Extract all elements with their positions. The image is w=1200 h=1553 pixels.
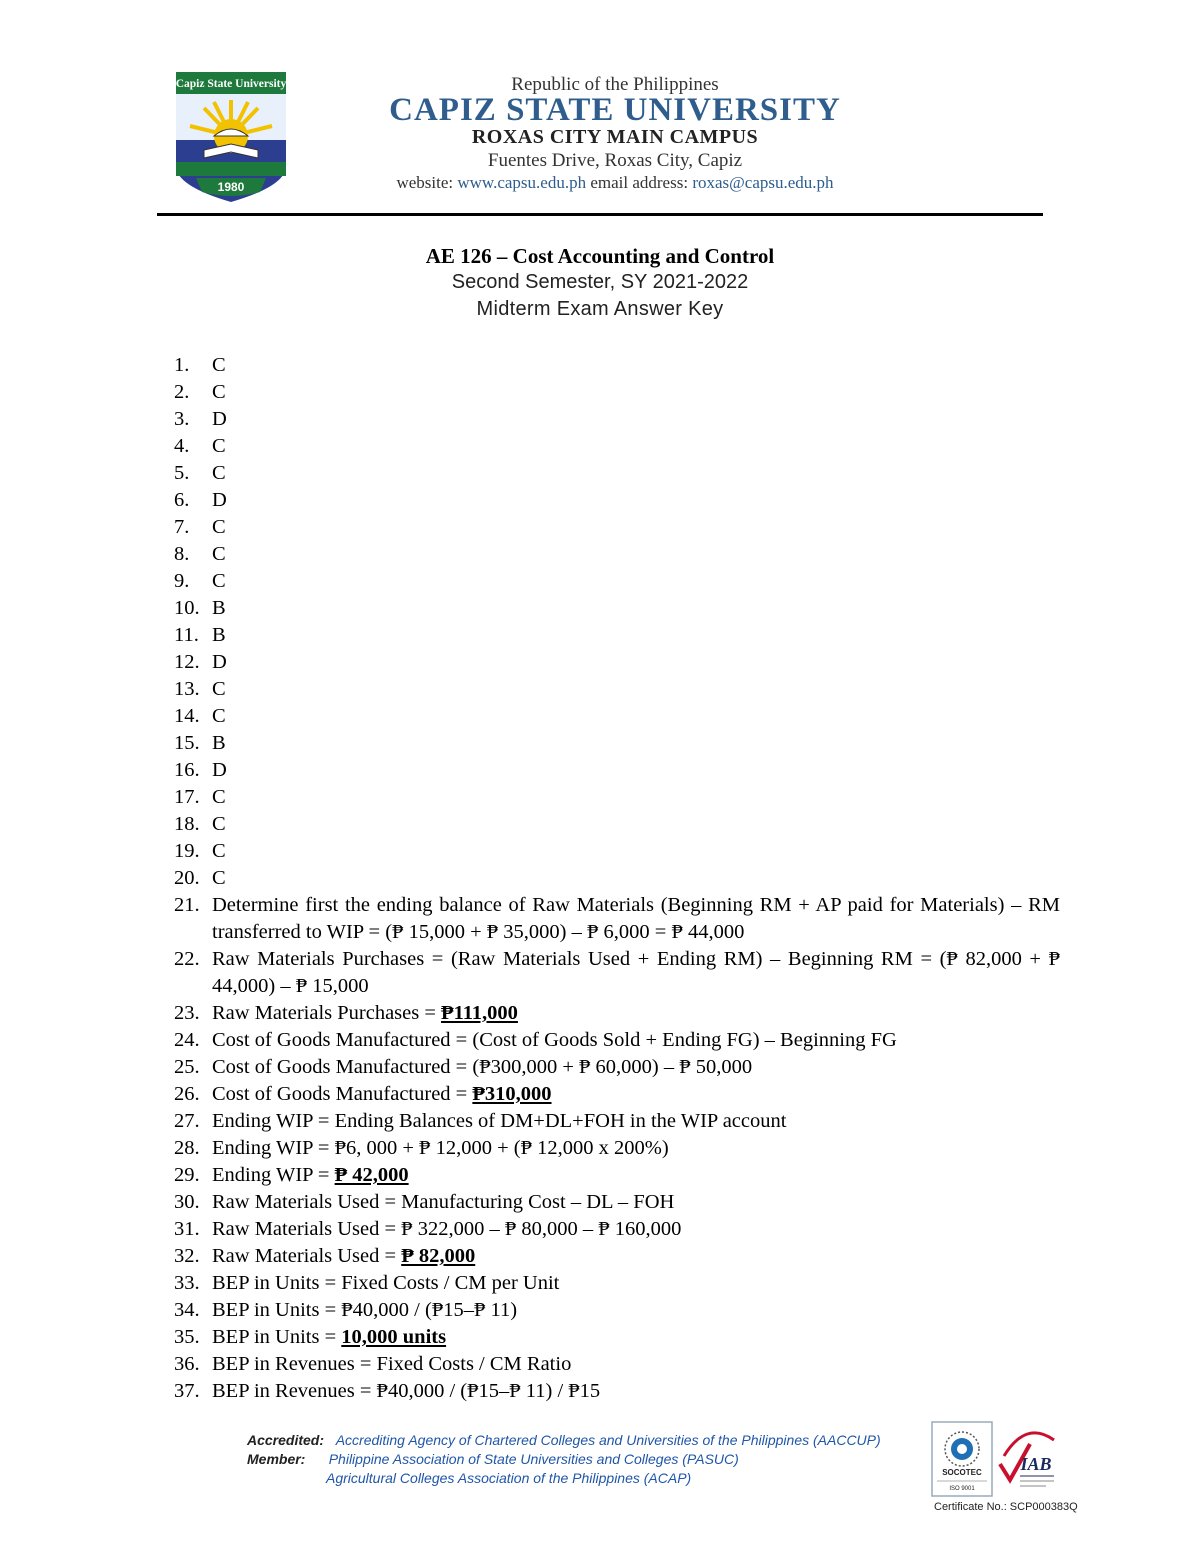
answer-text: Raw Materials Purchases = (Raw Materials Used + Ending RM) – Beginning RM = (₱ 82,000 + ₱ 44,000) – ₱ 15,000 bbox=[212, 948, 1060, 997]
answer-item bbox=[174, 1351, 1060, 1378]
answer-item bbox=[174, 892, 1060, 946]
answer-item bbox=[174, 730, 1060, 757]
answer-text: BEP in Units = ₱40,000 / (₱15–₱ 11) bbox=[212, 1299, 518, 1321]
answer-text-block bbox=[212, 433, 1060, 460]
final-answer: 10,000 units bbox=[341, 1326, 447, 1348]
final-answer: ₱ 42,000 bbox=[334, 1164, 409, 1186]
answer-item bbox=[174, 1297, 1060, 1324]
answer-text-block bbox=[212, 1297, 1060, 1324]
answer-number: 17. bbox=[174, 786, 200, 808]
answer-text-block bbox=[212, 1324, 1060, 1351]
answer-item bbox=[174, 352, 1060, 379]
answer-item bbox=[174, 811, 1060, 838]
answer-text: C bbox=[212, 462, 226, 484]
answer-item bbox=[174, 757, 1060, 784]
member-label: Member: bbox=[247, 1451, 306, 1467]
answer-number: 4. bbox=[174, 435, 190, 457]
answer-text: C bbox=[212, 516, 226, 538]
answer-item bbox=[174, 649, 1060, 676]
website-label: website: bbox=[396, 173, 454, 192]
answer-number: 10. bbox=[174, 597, 200, 619]
answer-text-block bbox=[212, 1270, 1060, 1297]
socotec-certification-badge bbox=[931, 1421, 993, 1497]
answer-text: BEP in Units = Fixed Costs / CM per Unit bbox=[212, 1272, 560, 1294]
footer-accredited bbox=[247, 1432, 881, 1448]
answer-item bbox=[174, 784, 1060, 811]
accredited-agency: Accrediting Agency of Chartered Colleges and Universities of the Philippines (AACCUP) bbox=[335, 1432, 881, 1448]
answer-number: 23. bbox=[174, 1002, 200, 1024]
answer-number: 1. bbox=[174, 354, 190, 376]
answer-item bbox=[174, 514, 1060, 541]
logo-lettering: Capiz State University bbox=[175, 78, 287, 90]
answer-item bbox=[174, 379, 1060, 406]
answer-number: 19. bbox=[174, 840, 200, 862]
university-name: CAPIZ STATE UNIVERSITY bbox=[389, 92, 841, 128]
answer-number: 13. bbox=[174, 678, 200, 700]
answer-number: 27. bbox=[174, 1110, 200, 1132]
semester-line: Second Semester, SY 2021-2022 bbox=[451, 271, 749, 293]
answer-text: B bbox=[212, 624, 226, 646]
member-acap: Agricultural Colleges Association of the Philippines (ACAP) bbox=[326, 1470, 692, 1486]
answer-text: BEP in Revenues = Fixed Costs / CM Ratio bbox=[212, 1353, 572, 1375]
answer-number: 30. bbox=[174, 1191, 200, 1213]
answer-text-block bbox=[212, 892, 1060, 946]
email-label: email address: bbox=[590, 173, 689, 192]
answer-text-block bbox=[212, 1000, 1060, 1027]
answer-item bbox=[174, 568, 1060, 595]
answer-number: 16. bbox=[174, 759, 200, 781]
answer-text-block bbox=[212, 946, 1060, 1000]
answer-text-block bbox=[212, 568, 1060, 595]
answer-text: Cost of Goods Manufactured = bbox=[212, 1083, 473, 1105]
answer-number: 29. bbox=[174, 1164, 200, 1186]
answer-text: Determine first the ending balance of Raw Materials (Beginning RM + AP paid for Materials) – RM transferred to WIP = (₱ 15,000 + ₱ 35,000) – ₱ 6,000 = ₱ 44,000 bbox=[212, 894, 1060, 943]
campus-address: Fuentes Drive, Roxas City, Capiz bbox=[487, 150, 743, 171]
answer-number: 14. bbox=[174, 705, 200, 727]
answer-text-block bbox=[212, 1162, 1060, 1189]
answer-text-block bbox=[212, 757, 1060, 784]
answer-text: C bbox=[212, 543, 226, 565]
answer-text-block bbox=[212, 1054, 1060, 1081]
socotec-lettering: SOCOTEC bbox=[942, 1468, 982, 1477]
email-link[interactable]: roxas@capsu.edu.ph bbox=[692, 173, 834, 192]
answer-text-block bbox=[212, 622, 1060, 649]
answer-item bbox=[174, 1243, 1060, 1270]
answer-item bbox=[174, 595, 1060, 622]
answer-key-list bbox=[174, 352, 1060, 1405]
answer-text-block bbox=[212, 1378, 1060, 1405]
answer-text: B bbox=[212, 597, 226, 619]
answer-text-block bbox=[212, 1027, 1060, 1054]
final-answer: ₱111,000 bbox=[441, 1002, 518, 1024]
answer-item bbox=[174, 406, 1060, 433]
answer-number: 37. bbox=[174, 1380, 200, 1402]
answer-text-block bbox=[212, 649, 1060, 676]
answer-text: C bbox=[212, 867, 226, 889]
answer-text-block bbox=[212, 487, 1060, 514]
answer-item bbox=[174, 1189, 1060, 1216]
answer-item bbox=[174, 1270, 1060, 1297]
answer-text: C bbox=[212, 354, 226, 376]
answer-item bbox=[174, 946, 1060, 1000]
answer-item bbox=[174, 1000, 1060, 1027]
answer-text-block bbox=[212, 1216, 1060, 1243]
answer-number: 32. bbox=[174, 1245, 200, 1267]
answer-number: 20. bbox=[174, 867, 200, 889]
answer-number: 22. bbox=[174, 948, 200, 970]
answer-number: 5. bbox=[174, 462, 190, 484]
logo-year: 1980 bbox=[217, 180, 245, 194]
answer-text: D bbox=[212, 408, 227, 430]
answer-text: D bbox=[212, 489, 227, 511]
footer-member-acap bbox=[326, 1470, 691, 1486]
answer-number: 18. bbox=[174, 813, 200, 835]
answer-item bbox=[174, 1135, 1060, 1162]
answer-text: D bbox=[212, 651, 227, 673]
answer-item bbox=[174, 865, 1060, 892]
answer-number: 25. bbox=[174, 1056, 200, 1078]
answer-text: C bbox=[212, 381, 226, 403]
answer-item bbox=[174, 622, 1060, 649]
answer-number: 33. bbox=[174, 1272, 200, 1294]
answer-text-block bbox=[212, 352, 1060, 379]
answer-text: BEP in Units = bbox=[212, 1326, 342, 1348]
answer-text-block bbox=[212, 811, 1060, 838]
answer-text: B bbox=[212, 732, 226, 754]
exam-title: Midterm Exam Answer Key bbox=[476, 298, 724, 320]
answer-text-block bbox=[212, 514, 1060, 541]
answer-number: 11. bbox=[174, 624, 199, 646]
answer-text-block bbox=[212, 676, 1060, 703]
accredited-label: Accredited: bbox=[247, 1432, 325, 1448]
answer-number: 9. bbox=[174, 570, 190, 592]
answer-number: 12. bbox=[174, 651, 200, 673]
answer-number: 15. bbox=[174, 732, 200, 754]
answer-text: C bbox=[212, 813, 226, 835]
answer-text: C bbox=[212, 435, 226, 457]
answer-text-block bbox=[212, 730, 1060, 757]
answer-number: 24. bbox=[174, 1029, 200, 1051]
answer-number: 3. bbox=[174, 408, 190, 430]
answer-item bbox=[174, 1324, 1060, 1351]
answer-item bbox=[174, 487, 1060, 514]
answer-text-block bbox=[212, 1189, 1060, 1216]
answer-text: BEP in Revenues = ₱40,000 / (₱15–₱ 11) / ₱15 bbox=[212, 1380, 601, 1402]
answer-text: C bbox=[212, 678, 226, 700]
answer-text-block bbox=[212, 838, 1060, 865]
contact-line bbox=[330, 173, 900, 193]
answer-number: 6. bbox=[174, 489, 190, 511]
iab-lettering: IAB bbox=[1020, 1454, 1052, 1474]
answer-number: 28. bbox=[174, 1137, 200, 1159]
answer-text-block bbox=[212, 703, 1060, 730]
answer-text-block bbox=[212, 1243, 1060, 1270]
answer-text-block bbox=[212, 595, 1060, 622]
header-divider bbox=[157, 213, 1043, 216]
answer-item bbox=[174, 1054, 1060, 1081]
answer-item bbox=[174, 1162, 1060, 1189]
answer-text-block bbox=[212, 541, 1060, 568]
answer-number: 34. bbox=[174, 1299, 200, 1321]
answer-text: Ending WIP = Ending Balances of DM+DL+FOH in the WIP account bbox=[212, 1110, 787, 1132]
answer-text-block bbox=[212, 460, 1060, 487]
iso-lettering: ISO 9001 bbox=[949, 1486, 975, 1492]
answer-item bbox=[174, 703, 1060, 730]
answer-text: C bbox=[212, 786, 226, 808]
answer-text-block bbox=[212, 1081, 1060, 1108]
answer-number: 26. bbox=[174, 1083, 200, 1105]
answer-text: Raw Materials Purchases = bbox=[212, 1002, 442, 1024]
answer-text-block bbox=[212, 784, 1060, 811]
answer-item bbox=[174, 1108, 1060, 1135]
campus-name: ROXAS CITY MAIN CAMPUS bbox=[471, 126, 759, 148]
answer-item bbox=[174, 460, 1060, 487]
answer-item bbox=[174, 676, 1060, 703]
answer-text-block bbox=[212, 406, 1060, 433]
answer-text: Ending WIP = ₱6, 000 + ₱ 12,000 + (₱ 12,000 x 200%) bbox=[212, 1137, 669, 1159]
answer-number: 35. bbox=[174, 1326, 200, 1348]
answer-text-block bbox=[212, 1135, 1060, 1162]
answer-number: 2. bbox=[174, 381, 190, 403]
answer-number: 21. bbox=[174, 894, 200, 916]
member-pasuc: Philippine Association of State Universities and Colleges (PASUC) bbox=[328, 1451, 739, 1467]
final-answer: ₱ 82,000 bbox=[401, 1245, 476, 1267]
answer-item bbox=[174, 1081, 1060, 1108]
answer-number: 31. bbox=[174, 1218, 200, 1240]
answer-item bbox=[174, 1378, 1060, 1405]
website-link[interactable]: www.capsu.edu.ph bbox=[457, 173, 587, 192]
answer-item bbox=[174, 1027, 1060, 1054]
answer-text: C bbox=[212, 840, 226, 862]
course-title: AE 126 – Cost Accounting and Control bbox=[425, 244, 775, 268]
answer-item bbox=[174, 1216, 1060, 1243]
answer-text: Raw Materials Used = bbox=[212, 1245, 402, 1267]
answer-text-block bbox=[212, 1108, 1060, 1135]
answer-text: Raw Materials Used = ₱ 322,000 – ₱ 80,000 – ₱ 160,000 bbox=[212, 1218, 682, 1240]
university-logo bbox=[174, 70, 288, 204]
answer-text: C bbox=[212, 705, 226, 727]
answer-text: Cost of Goods Manufactured = (₱300,000 + ₱ 60,000) – ₱ 50,000 bbox=[212, 1056, 753, 1078]
answer-text: C bbox=[212, 570, 226, 592]
answer-text: D bbox=[212, 759, 227, 781]
answer-text-block bbox=[212, 865, 1060, 892]
iab-accreditation-logo bbox=[996, 1426, 1058, 1494]
answer-text: Raw Materials Used = Manufacturing Cost – DL – FOH bbox=[212, 1191, 675, 1213]
answer-item bbox=[174, 541, 1060, 568]
final-answer: ₱310,000 bbox=[472, 1083, 552, 1105]
answer-text-block bbox=[212, 1351, 1060, 1378]
footer-member bbox=[247, 1451, 739, 1467]
answer-text: Cost of Goods Manufactured = (Cost of Goods Sold + Ending FG) – Beginning FG bbox=[212, 1029, 897, 1051]
answer-item bbox=[174, 433, 1060, 460]
answer-number: 8. bbox=[174, 543, 190, 565]
answer-number: 7. bbox=[174, 516, 190, 538]
certificate-number: Certificate No.: SCP000383Q bbox=[934, 1501, 1078, 1513]
answer-item bbox=[174, 838, 1060, 865]
answer-text: Ending WIP = bbox=[212, 1164, 335, 1186]
republic-heading: Republic of the Philippines bbox=[511, 74, 719, 95]
answer-number: 36. bbox=[174, 1353, 200, 1375]
answer-text-block bbox=[212, 379, 1060, 406]
